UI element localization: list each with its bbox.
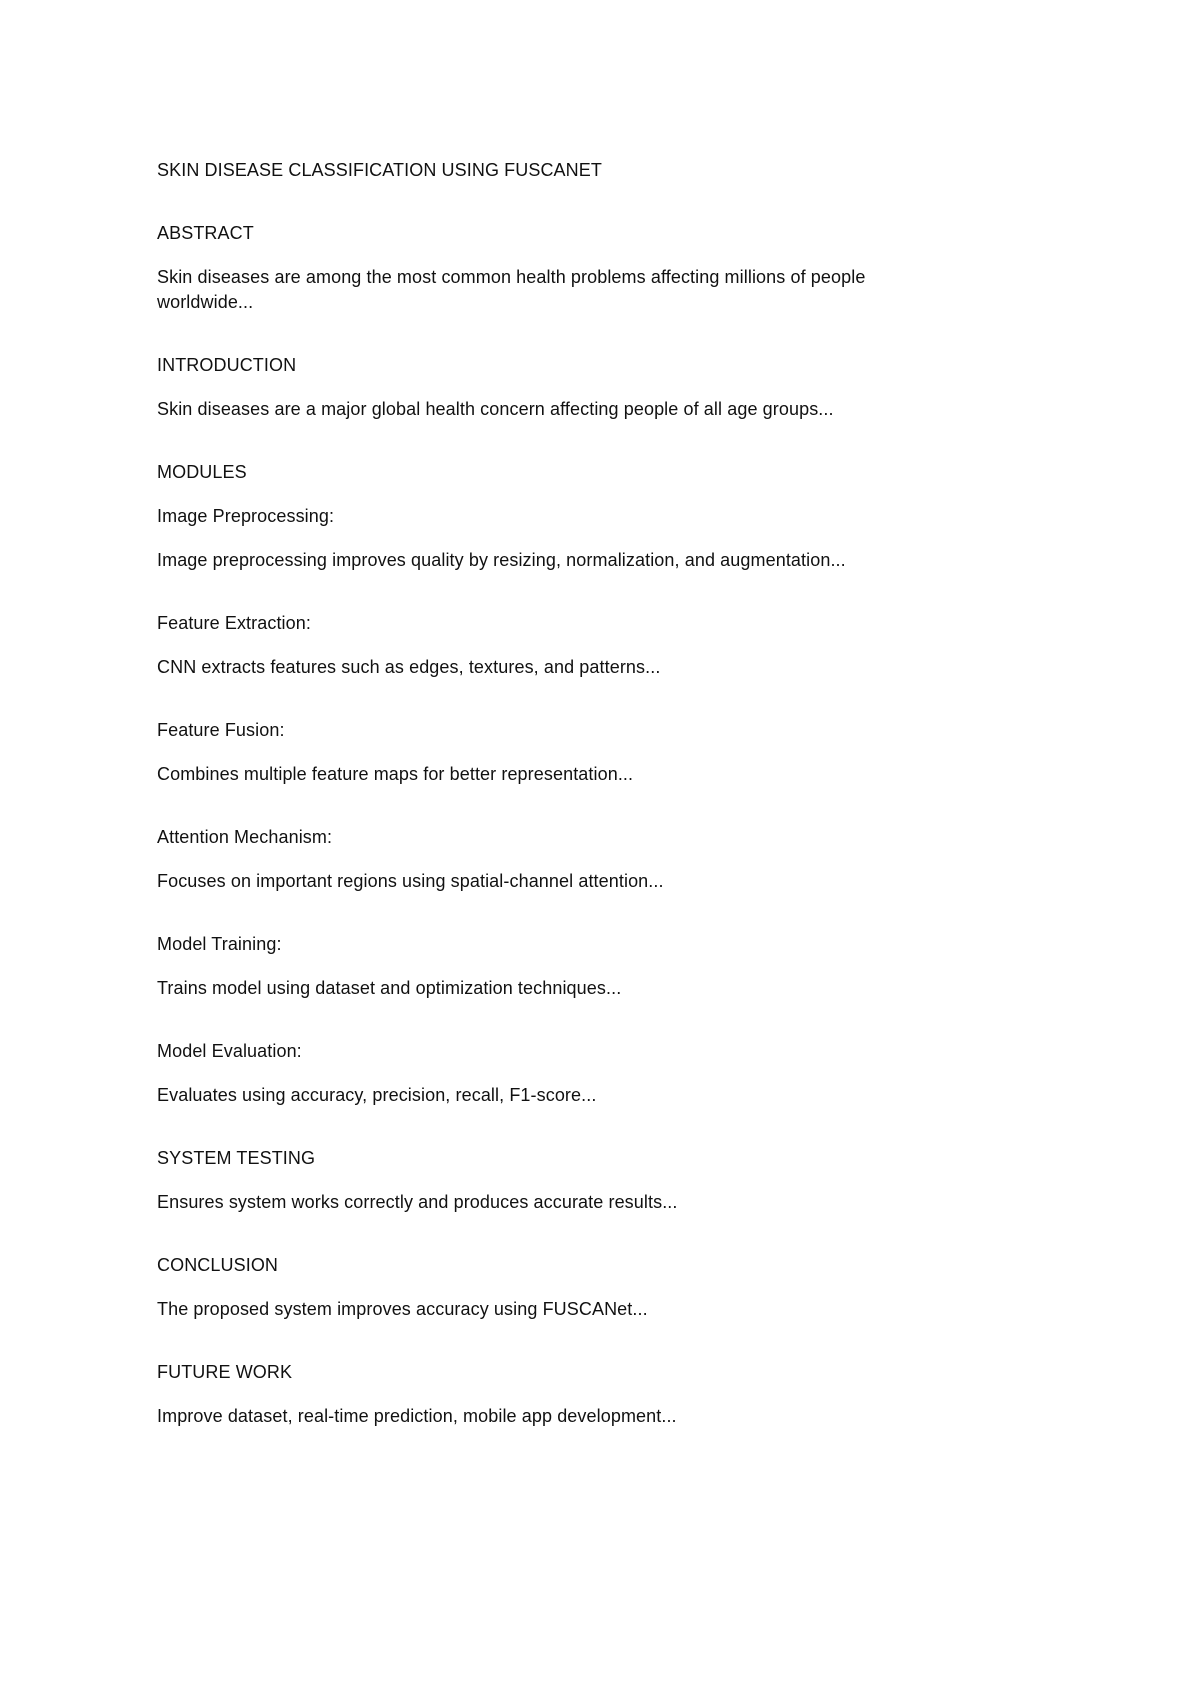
module-title-feature-extraction: Feature Extraction: (157, 613, 311, 633)
system-testing-text: Ensures system works correctly and produces accurate results... (157, 1192, 678, 1212)
future-work-text: Improve dataset, real-time prediction, mobile app development... (157, 1406, 677, 1426)
module-title-feature-fusion: Feature Fusion: (157, 720, 285, 740)
document-title: SKIN DISEASE CLASSIFICATION USING FUSCANET (157, 160, 602, 180)
conclusion-text: The proposed system improves accuracy using FUSCANet... (157, 1299, 648, 1319)
introduction-heading: INTRODUCTION (157, 355, 297, 375)
module-text-model-evaluation: Evaluates using accuracy, precision, recall, F1-score... (157, 1085, 597, 1105)
abstract-text: Skin diseases are among the most common health problems affecting millions of people worldwide... (157, 267, 866, 312)
modules-heading: MODULES (157, 462, 247, 482)
module-title-model-training: Model Training: (157, 934, 282, 954)
module-text-feature-fusion: Combines multiple feature maps for better representation... (157, 764, 634, 784)
module-title-image-preprocessing: Image Preprocessing: (157, 506, 335, 526)
conclusion-heading: CONCLUSION (157, 1255, 279, 1275)
module-text-attention-mechanism: Focuses on important regions using spatial-channel attention... (157, 871, 664, 891)
system-testing-heading: SYSTEM TESTING (157, 1148, 316, 1168)
future-work-heading: FUTURE WORK (157, 1362, 293, 1382)
module-text-model-training: Trains model using dataset and optimization techniques... (157, 978, 622, 998)
module-text-image-preprocessing: Image preprocessing improves quality by resizing, normalization, and augmentation... (157, 550, 846, 570)
module-title-model-evaluation: Model Evaluation: (157, 1041, 302, 1061)
module-text-feature-extraction: CNN extracts features such as edges, textures, and patterns... (157, 657, 661, 677)
abstract-heading: ABSTRACT (157, 223, 254, 243)
introduction-text: Skin diseases are a major global health concern affecting people of all age groups... (157, 399, 834, 419)
module-title-attention-mechanism: Attention Mechanism: (157, 827, 333, 847)
document-content (157, 158, 957, 1467)
